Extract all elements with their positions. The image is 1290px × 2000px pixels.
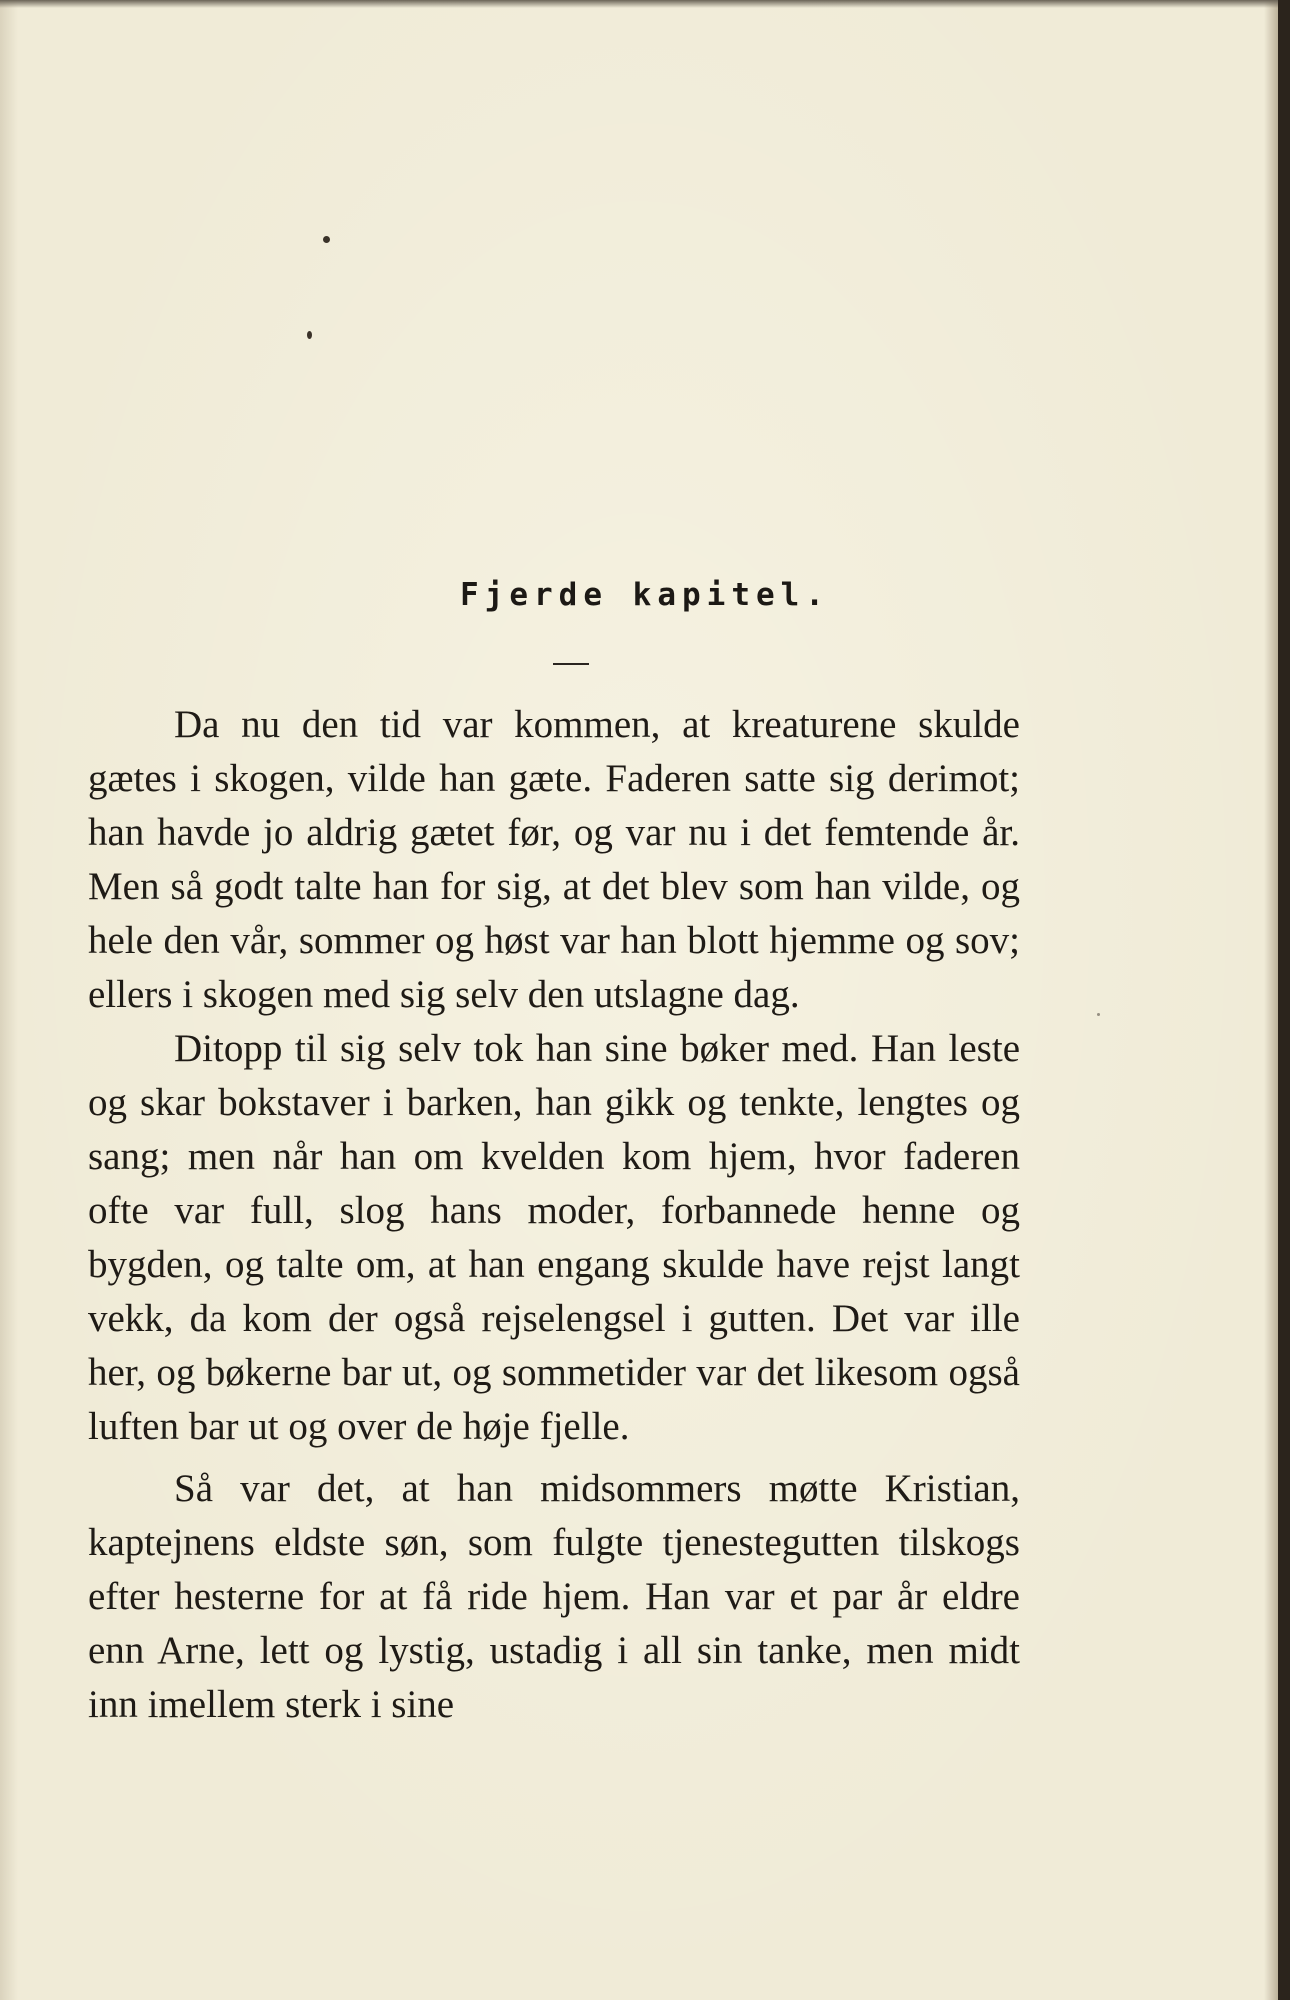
page-top-edge bbox=[0, 0, 1278, 8]
chapter-heading: Fjerde kapitel. bbox=[460, 577, 830, 613]
ink-speck bbox=[323, 236, 330, 243]
heading-rule bbox=[553, 663, 589, 665]
body-text bbox=[88, 698, 1020, 1732]
ink-speck bbox=[1097, 1013, 1100, 1016]
ink-speck bbox=[307, 331, 312, 339]
paragraph-2: Ditopp til sig selv tok han sine bøker med. Han leste og skar bokstaver i barken, han gikk og tenkte, lengtes og sang; men når han om kvelden kom hjem, hvor faderen ofte var full, slog hans moder, forbannede henne og bygden, og talte om, at han engang skulde have rejst langt vekk, da kom der også rejselengsel i gutten. Det var ille her, og bøkerne bar ut, og sommetider var det likesom også luften bar ut og over de høje fjelle. bbox=[88, 1027, 1020, 1448]
book-gutter bbox=[1278, 0, 1290, 2000]
paragraph-3: Så var det, at han midsommers møtte Kristian, kaptejnens eldste søn, som fulgte tjenestegutten tilskogs efter hesterne for at få ride hjem. Han var et par år eldre enn Arne, lett og lystig, ustadig i all sin tanke, men midt inn imellem sterk i sine bbox=[88, 1467, 1020, 1726]
paragraph-1: Da nu den tid var kommen, at kreaturene skulde gætes i skogen, vilde han gæte. Faderen satte sig derimot; han havde jo aldrig gætet før, og var nu i det femtende år. Men så godt talte han for sig, at det blev som han vilde, og hele den vår, sommer og høst var han blott hjemme og sov; ellers i skogen med sig selv den utslagne dag. bbox=[88, 703, 1020, 1016]
